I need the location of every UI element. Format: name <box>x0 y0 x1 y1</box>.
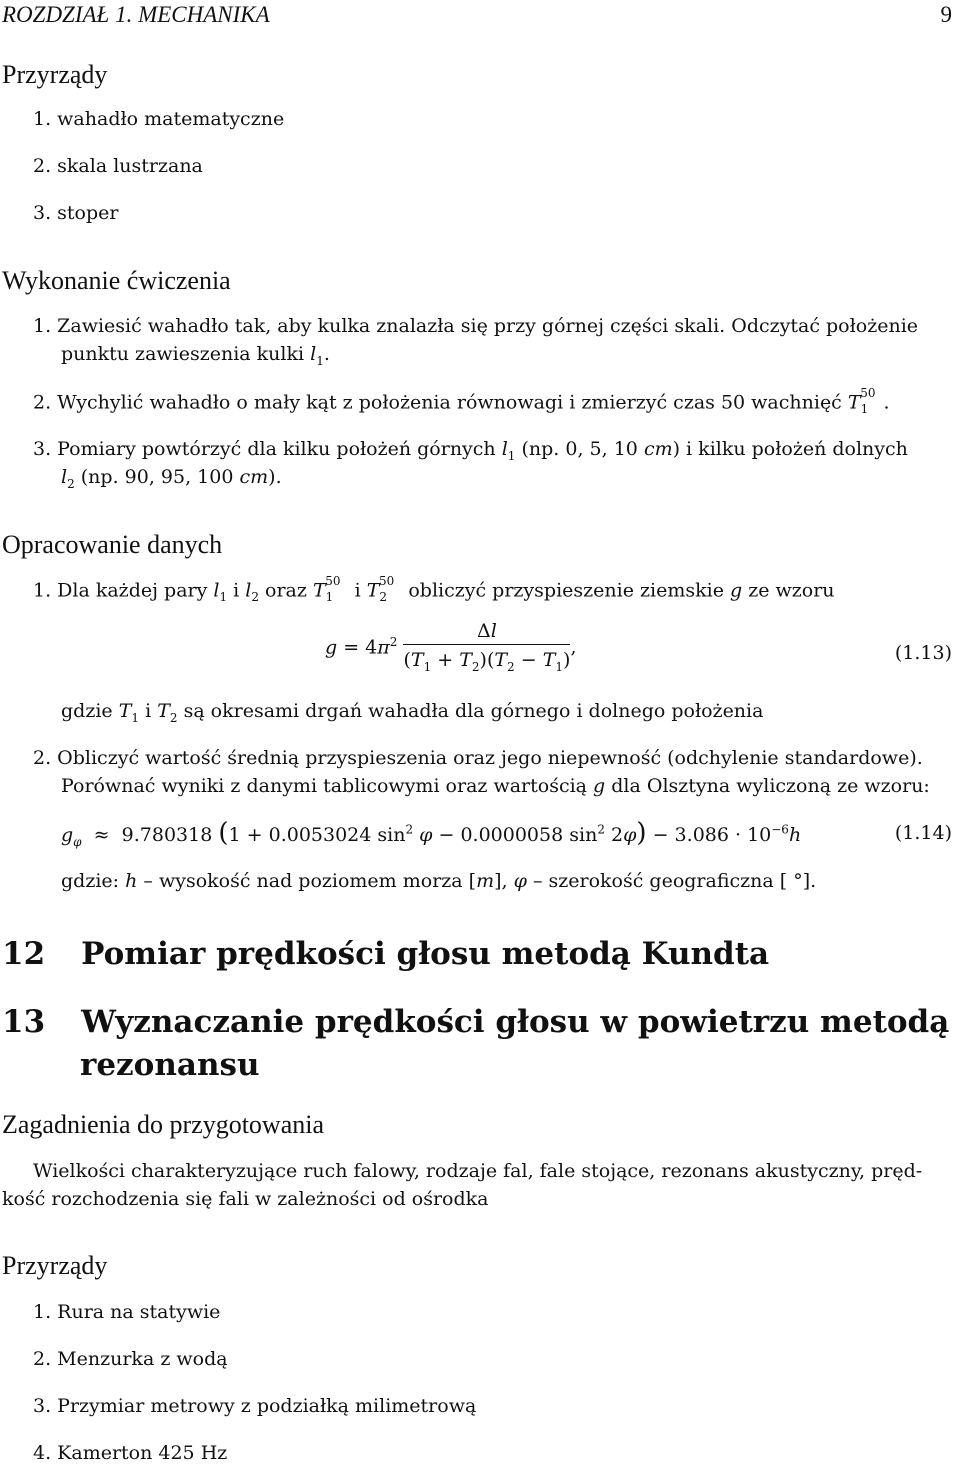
section-title-wykonanie: Wykonanie ćwiczenia <box>2 266 231 295</box>
chapter-heading-13-cont: rezonansu <box>80 1047 260 1083</box>
section-title-zagadnienia: Zagadnienia do przygotowania <box>2 1110 324 1139</box>
list-item: 2. Menzurka z wodą <box>33 1348 228 1370</box>
list-item: 4. Kamerton 425 Hz <box>33 1442 228 1464</box>
equation-1-14: $g_\varphi \approx 9.780318$ (1 + 0.0053024 $\sin^2 \varphi - 0.0000058$ $\sin^2 2\varphi) - 3.086 \cdot 10^{-6}h$ <box>61 818 802 849</box>
paragraph: gdzie: h – wysokość nad poziomem morza [m], φ – szerokość geograficzna [ °]. <box>61 870 817 892</box>
list-item: 1. Zawiesić wahadło tak, aby kulka znalazła się przy górnej części skali. Odczytać położenie <box>33 315 919 337</box>
list-item: 3. Pomiary powtórzyć dla kilku położeń górnych $l_1$ (np. 0, 5, 10 cm) i kilku położeń dolnych <box>33 438 908 463</box>
section-title-przyrzady-2: Przyrządy <box>2 1251 108 1280</box>
chapter-heading-12: 12 Pomiar prędkości głosu metodą Kundta <box>2 936 770 972</box>
list-item: 1. Dla każdej pary $l_1$ i $l_2$ oraz $T_1^{50}$ i $T_2^{50}$ obliczyć przyspieszenie ziemskie g ze wzoru <box>33 574 835 605</box>
list-item: 3. Przymiar metrowy z podziałką milimetrową <box>33 1395 477 1417</box>
list-item: 1. wahadło matematyczne <box>33 108 285 130</box>
page-number: 9 <box>940 2 952 27</box>
list-item: 2. skala lustrzana <box>33 155 203 177</box>
list-item: 2. Obliczyć wartość średnią przyspieszenia oraz jego niepewność (odchylenie standardowe). <box>33 747 923 769</box>
list-item: 1. Rura na statywie <box>33 1301 221 1323</box>
chapter-heading-13: 13 Wyznaczanie prędkości głosu w powietrzu metodą <box>2 1004 950 1040</box>
section-title-przyrzady: Przyrządy <box>2 60 108 89</box>
equation-number: (1.14) <box>894 822 952 844</box>
list-item-cont: $l_2$ (np. 90, 95, 100 cm). <box>61 466 282 491</box>
list-item-cont: punktu zawieszenia kulki $l_1$. <box>61 343 330 368</box>
paragraph: kość rozchodzenia się fali w zależności od ośrodka <box>2 1188 489 1210</box>
running-head: ROZDZIAŁ 1. MECHANIKA <box>2 2 270 27</box>
equation-number: (1.13) <box>894 642 952 664</box>
paragraph: gdzie $T_1$ i $T_2$ są okresami drgań wahadła dla górnego i dolnego położenia <box>61 700 764 725</box>
paragraph: Wielkości charakteryzujące ruch falowy, rodzaje fal, fale stojące, rezonans akustyczny, pręd- <box>33 1160 923 1182</box>
list-item: 3. stoper <box>33 202 119 224</box>
list-item: 2. Wychylić wahadło o mały kąt z położenia równowagi i zmierzyć czas 50 wachnięć $T_1^{50}$ . <box>33 386 890 417</box>
section-title-opracowanie: Opracowanie danych <box>2 530 223 559</box>
equation-1-13: $g = 4\pi^2$ $\frac{\Delta l}{(T_1 + T_2)(T_2 - T_1)}$ , <box>325 620 577 674</box>
list-item-cont: Porównać wyniki z danymi tablicowymi oraz wartością g dla Olsztyna wyliczoną ze wzoru: <box>61 775 930 797</box>
